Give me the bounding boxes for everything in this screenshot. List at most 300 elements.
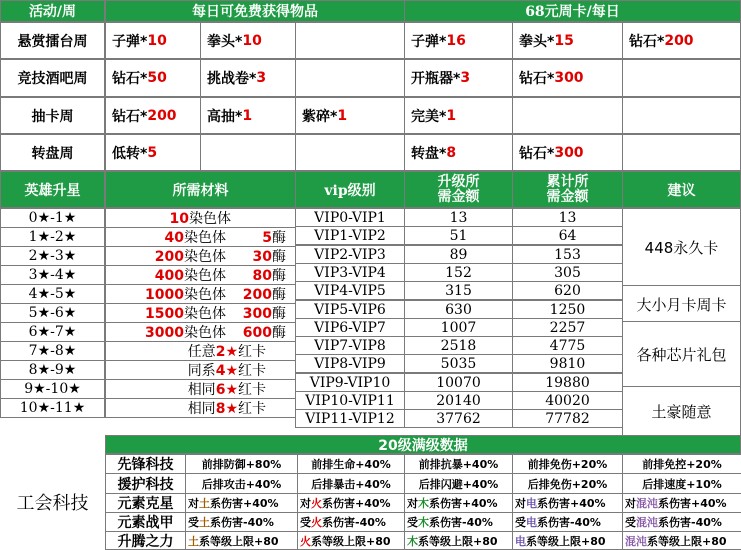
vip-upgrade-cell [404, 300, 513, 319]
element-name: 土 [199, 516, 210, 529]
header-label: 活动/周 [28, 4, 77, 20]
vip-total-cell [512, 354, 623, 373]
element-post: 系伤害+40% [429, 497, 498, 510]
reward-name: 拳头* [207, 33, 243, 50]
reward-amount: 10 [242, 32, 262, 49]
vip-header-level [295, 171, 405, 208]
star-level-cell [0, 322, 105, 342]
element-name: 混沌 [636, 497, 658, 510]
vip-upgrade: 13 [449, 209, 468, 226]
vip-total: 620 [554, 282, 581, 299]
vip-upgrade: 10070 [436, 374, 481, 391]
guild-bonus-cell [622, 473, 741, 494]
vip-level-cell [295, 245, 405, 264]
reward-cell [295, 59, 405, 97]
star-level-cell [0, 246, 105, 266]
guild-row-name-label: 元素克星 [117, 496, 174, 512]
guild-bonus-cell [185, 454, 298, 474]
material-cell [105, 379, 296, 399]
guild-row-name [105, 454, 186, 474]
vip-level: VIP2-VIP3 [314, 246, 386, 263]
header-label: vip级别 [324, 182, 376, 199]
element-name: 火 [300, 534, 311, 548]
material-post: 红卡 [238, 401, 266, 417]
guild-bonus-cell [404, 454, 513, 474]
vip-upgrade-cell [404, 409, 513, 428]
element-pre: 受 [188, 516, 199, 529]
reward-name: 钻石* [519, 145, 555, 162]
star-icon: ★ [37, 362, 51, 378]
reward-cell [622, 97, 741, 134]
dash: - [50, 267, 55, 283]
element-post: 系等级上限+80 [199, 534, 279, 548]
material-b-text: 酶 [272, 306, 286, 322]
advice-text: 448永久卡 [644, 239, 719, 257]
star-icon: ★ [63, 229, 77, 245]
guild-element-cell [297, 493, 405, 513]
reward-amount: 200 [664, 32, 694, 49]
material-a [106, 208, 231, 228]
reward-name: 低转* [112, 145, 148, 162]
vip-upgrade: 2518 [440, 337, 477, 354]
star-from: 1 [28, 229, 38, 245]
element-post: 系伤害-40% [322, 516, 386, 529]
vip-upgrade: 89 [449, 246, 468, 263]
material-a [106, 227, 226, 247]
material-a [106, 265, 226, 285]
element-name: 电 [526, 497, 537, 510]
vip-upgrade-cell [404, 354, 513, 373]
reward-cell [512, 22, 623, 59]
material-b [226, 265, 286, 285]
material-b-num: 80 [252, 268, 272, 284]
element-post: 系伤害-40% [537, 516, 601, 529]
material-card [106, 360, 266, 380]
guild-element-cell [185, 531, 298, 550]
vip-total: 64 [558, 227, 577, 244]
material-cell [105, 341, 296, 361]
vip-total-cell [512, 373, 623, 392]
star-to: 5 [54, 286, 64, 302]
guild-element-cell [622, 531, 741, 550]
star-icon: ★ [225, 382, 238, 398]
element-pre: 受 [300, 516, 311, 529]
guild-bonus-cell [185, 473, 298, 494]
vip-upgrade: 630 [445, 301, 472, 318]
material-post: 红卡 [238, 344, 266, 360]
vip-level: VIP10-VIP11 [305, 392, 395, 409]
material-pre: 任意 [187, 344, 216, 360]
guild-bonus: 后排暴击+40% [311, 477, 391, 491]
vip-total: 305 [554, 264, 581, 281]
element-name: 木 [418, 497, 429, 510]
star-from: 2 [28, 248, 38, 264]
vip-upgrade: 315 [445, 282, 472, 299]
header-free-items [105, 0, 405, 22]
guild-row-name [105, 473, 186, 494]
reward-name: 高抽* [207, 108, 243, 125]
guild-element-cell [512, 493, 623, 513]
star-icon: ★ [68, 381, 81, 397]
element-post: 系伤害-40% [210, 516, 274, 529]
star-to: 6 [54, 305, 64, 321]
week-name-label: 转盘周 [31, 145, 74, 162]
material-post: 红卡 [238, 382, 266, 398]
vip-header-advice [622, 171, 741, 208]
header-label: 建议 [667, 182, 696, 199]
dash: - [50, 400, 55, 416]
star-header-material [105, 171, 296, 208]
material-a [106, 303, 226, 323]
vip-total: 1250 [549, 301, 586, 318]
element-pre: 受 [407, 516, 418, 529]
material-a-num: 1500 [145, 306, 184, 322]
advice-cell [622, 321, 741, 388]
reward-cell [512, 134, 623, 171]
material-a-num: 200 [154, 249, 184, 265]
star-to: 10 [50, 381, 69, 397]
reward-cell [404, 134, 513, 171]
vip-total-cell [512, 391, 623, 410]
vip-header-upgrade [404, 171, 513, 208]
star-to: 2 [54, 229, 64, 245]
guild-bonus: 前排抗暴+40% [418, 458, 499, 471]
reward-name: 开瓶器* [411, 71, 461, 87]
week-name [0, 97, 105, 134]
vip-level-cell [295, 208, 405, 227]
material-a [106, 284, 226, 304]
material-b-text: 酶 [272, 230, 286, 246]
vip-upgrade: 1007 [440, 319, 477, 336]
reward-cell [622, 59, 741, 97]
vip-level-cell [295, 318, 405, 337]
material-a-num: 1000 [145, 287, 184, 303]
vip-total: 9810 [549, 355, 586, 372]
vip-total-cell [512, 208, 623, 227]
material-b-text: 酶 [272, 287, 286, 303]
header-label: 每日可免费获得物品 [192, 4, 318, 20]
star-from: 4 [28, 286, 38, 302]
reward-cell [200, 59, 296, 97]
material-cell [105, 284, 296, 304]
star-icon: ★ [63, 362, 77, 378]
reward-cell [404, 97, 513, 134]
vip-total-cell [512, 226, 623, 245]
material-b-num: 30 [252, 249, 272, 265]
guild-row-name [105, 512, 186, 532]
reward-cell [105, 97, 201, 134]
material-cell [105, 265, 296, 285]
material-a [106, 246, 226, 266]
element-name: 火 [311, 516, 322, 529]
header-label-line: 需金额 [546, 188, 589, 205]
element-post: 系等级上限+80 [647, 534, 727, 548]
material-cell [105, 398, 296, 418]
reward-cell [200, 97, 296, 134]
guild-banner-label: 20级满级数据 [378, 437, 468, 454]
material-b [226, 322, 286, 342]
element-post: 系伤害-40% [429, 516, 493, 529]
vip-level-cell [295, 409, 405, 428]
vip-total: 40020 [545, 392, 590, 409]
material-a-text: 染色体 [184, 306, 226, 322]
material-card [106, 341, 266, 361]
reward-cell [295, 22, 405, 59]
reward-name: 钻石* [112, 71, 148, 87]
reward-name: 子弹* [112, 33, 148, 50]
element-post: 系伤害+40% [210, 497, 279, 510]
vip-level: VIP11-VIP12 [305, 410, 395, 427]
material-num: 8 [215, 401, 226, 417]
material-a-num: 10 [169, 211, 189, 227]
material-num: 6 [215, 382, 226, 398]
reward-amount: 3 [460, 70, 471, 86]
guild-bonus: 后排闪避+40% [418, 477, 499, 491]
star-from: 8 [28, 362, 38, 378]
vip-total-cell [512, 263, 623, 282]
dash: - [50, 248, 55, 264]
vip-total-cell [512, 336, 623, 355]
star-icon: ★ [37, 229, 51, 245]
vip-total-cell [512, 318, 623, 337]
vip-level: VIP6-VIP7 [314, 319, 386, 336]
vip-upgrade-cell [404, 373, 513, 392]
advice-cell [622, 386, 741, 436]
reward-name: 完美* [411, 108, 447, 125]
element-name: 混沌 [625, 534, 647, 548]
vip-level: VIP4-VIP5 [314, 282, 386, 299]
star-icon: ★ [37, 210, 51, 226]
vip-upgrade: 5035 [440, 355, 477, 372]
reward-amount: 50 [147, 70, 167, 86]
guild-row-name-label: 升腾之力 [117, 533, 174, 550]
star-to: 4 [54, 267, 64, 283]
element-pre: 对 [407, 497, 418, 510]
vip-upgrade-cell [404, 208, 513, 227]
week-name-label: 竞技酒吧周 [17, 71, 88, 87]
guild-title-label: 工会科技 [16, 493, 89, 514]
reward-cell [404, 22, 513, 59]
guild-bonus-cell [512, 454, 623, 474]
reward-cell [295, 134, 405, 171]
material-a-text: 染色体 [184, 325, 226, 341]
reward-name: 挑战卷* [207, 71, 257, 87]
guild-blank [0, 435, 105, 456]
reward-cell [295, 97, 405, 134]
vip-level-cell [295, 226, 405, 245]
reward-cell [105, 59, 201, 97]
star-to: 8 [54, 343, 64, 359]
star-level-cell [0, 208, 105, 228]
star-from: 3 [28, 267, 38, 283]
dash: - [45, 381, 51, 397]
guild-element-cell [297, 512, 405, 532]
element-name: 土 [188, 534, 199, 548]
vip-upgrade: 152 [445, 264, 472, 281]
vip-level-cell [295, 300, 405, 319]
guild-bonus: 前排免伤+20% [527, 458, 608, 471]
dash: - [50, 286, 55, 302]
star-icon: ★ [225, 363, 238, 379]
vip-level: VIP9-VIP10 [309, 374, 391, 391]
reward-cell [512, 97, 623, 134]
reward-amount: 8 [446, 144, 457, 161]
reward-cell [622, 22, 741, 59]
guild-element-cell [512, 512, 623, 532]
vip-level-cell [295, 336, 405, 355]
dash: - [50, 324, 55, 340]
vip-upgrade-cell [404, 318, 513, 337]
star-icon: ★ [37, 324, 51, 340]
star-icon: ★ [37, 343, 51, 359]
material-b-num: 300 [242, 306, 272, 322]
week-name [0, 22, 105, 59]
star-icon: ★ [37, 267, 51, 283]
star-level-cell [0, 303, 105, 323]
vip-level: VIP8-VIP9 [314, 355, 386, 372]
header-label: 所需材料 [172, 182, 229, 199]
material-cell [105, 227, 296, 247]
element-pre: 对 [188, 497, 199, 510]
guild-bonus: 后排速度+10% [642, 477, 722, 491]
star-icon: ★ [37, 400, 51, 416]
material-b [226, 227, 286, 247]
guild-element-cell [622, 493, 741, 513]
star-level-cell [0, 379, 105, 399]
element-post: 系伤害+40% [537, 497, 606, 510]
dash: - [50, 305, 55, 321]
reward-amount: 5 [147, 144, 158, 161]
vip-level-cell [295, 391, 405, 410]
dash: - [50, 229, 55, 245]
star-icon: ★ [37, 305, 51, 321]
reward-name: 拳头* [519, 33, 555, 50]
week-name-label: 抽卡周 [31, 108, 74, 125]
material-pre: 相同 [187, 382, 216, 398]
guild-element-cell [297, 531, 405, 550]
star-level-cell [0, 265, 105, 285]
vip-total-cell [512, 245, 623, 264]
material-b-num: 5 [262, 230, 272, 246]
vip-upgrade-cell [404, 245, 513, 264]
material-cell [105, 322, 296, 342]
guild-bonus-cell [297, 454, 405, 474]
reward-name: 紫碎* [302, 108, 338, 125]
reward-name: 钻石* [112, 108, 148, 125]
header-label-line: 升级所 [437, 173, 480, 190]
element-name: 土 [199, 497, 210, 510]
reward-amount: 300 [554, 70, 584, 86]
material-card [106, 379, 266, 399]
reward-amount: 10 [147, 32, 167, 49]
vip-level-cell [295, 281, 405, 300]
material-pre: 相同 [187, 401, 216, 417]
guild-bonus-cell [512, 473, 623, 494]
element-pre: 受 [515, 516, 526, 529]
vip-level-cell [295, 354, 405, 373]
star-icon: ★ [37, 248, 51, 264]
guild-bonus-cell [404, 473, 513, 494]
guild-bonus-cell [622, 454, 741, 474]
advice-text: 各种芯片礼包 [636, 346, 727, 364]
guild-bonus: 后排攻击+40% [201, 477, 282, 491]
guild-element-cell [404, 512, 513, 532]
element-post: 系伤害-40% [658, 516, 722, 529]
reward-amount: 3 [256, 70, 267, 86]
element-post: 系等级上限+80 [526, 534, 606, 548]
star-from: 5 [28, 305, 38, 321]
star-level-cell [0, 284, 105, 304]
element-name: 混沌 [636, 516, 658, 529]
reward-amount: 1 [337, 107, 348, 124]
material-a-num: 3000 [145, 325, 184, 341]
advice-text: 土豪随意 [651, 402, 712, 421]
vip-total: 2257 [549, 319, 586, 336]
material-a-text: 染色体 [184, 249, 226, 265]
star-from: 10 [19, 400, 38, 416]
material-card [106, 398, 266, 418]
material-b-num: 600 [242, 325, 272, 341]
star-icon: ★ [37, 286, 51, 302]
guild-element-cell [185, 512, 298, 532]
reward-amount: 300 [554, 144, 584, 161]
vip-level-cell [295, 373, 405, 392]
vip-level: VIP5-VIP6 [314, 301, 386, 318]
reward-cell [105, 22, 201, 59]
star-icon: ★ [63, 210, 77, 226]
vip-level: VIP1-VIP2 [314, 227, 386, 244]
star-level-cell [0, 341, 105, 361]
guild-row-name-label: 先锋科技 [117, 457, 174, 473]
reward-cell [200, 134, 296, 171]
material-a-num: 400 [154, 268, 184, 284]
vip-total: 77782 [545, 410, 590, 427]
header-activity-week [0, 0, 105, 22]
dash: - [50, 362, 55, 378]
material-b-text: 酶 [272, 268, 286, 284]
guild-element-cell [512, 531, 623, 550]
guild-element-cell [404, 493, 513, 513]
advice-cell [622, 208, 741, 287]
material-a-text: 染色体 [184, 268, 226, 284]
vip-total-cell [512, 281, 623, 300]
vip-level: VIP7-VIP8 [314, 337, 386, 354]
guild-title [0, 455, 105, 549]
star-to: 9 [54, 362, 64, 378]
material-num: 4 [215, 363, 226, 379]
material-b [226, 246, 286, 266]
element-pre: 对 [515, 497, 526, 510]
star-icon: ★ [225, 344, 238, 360]
vip-header-total [512, 171, 623, 208]
reward-cell [200, 22, 296, 59]
header-label: 68元周卡/每日 [525, 4, 620, 20]
element-post: 系伤害+40% [322, 497, 391, 510]
week-name [0, 134, 105, 171]
week-name-label: 悬赏擂台周 [17, 33, 88, 50]
star-icon: ★ [63, 305, 77, 321]
reward-amount: 16 [446, 32, 466, 49]
header-weekly-card [404, 0, 741, 22]
material-b-text: 酶 [272, 325, 286, 341]
guild-row-name [105, 531, 186, 550]
element-post: 系等级上限+80 [311, 534, 391, 548]
material-b-num: 200 [242, 287, 272, 303]
star-icon: ★ [63, 267, 77, 283]
vip-total: 4775 [549, 337, 586, 354]
material-cell [105, 246, 296, 266]
star-to: 11 [54, 400, 73, 416]
